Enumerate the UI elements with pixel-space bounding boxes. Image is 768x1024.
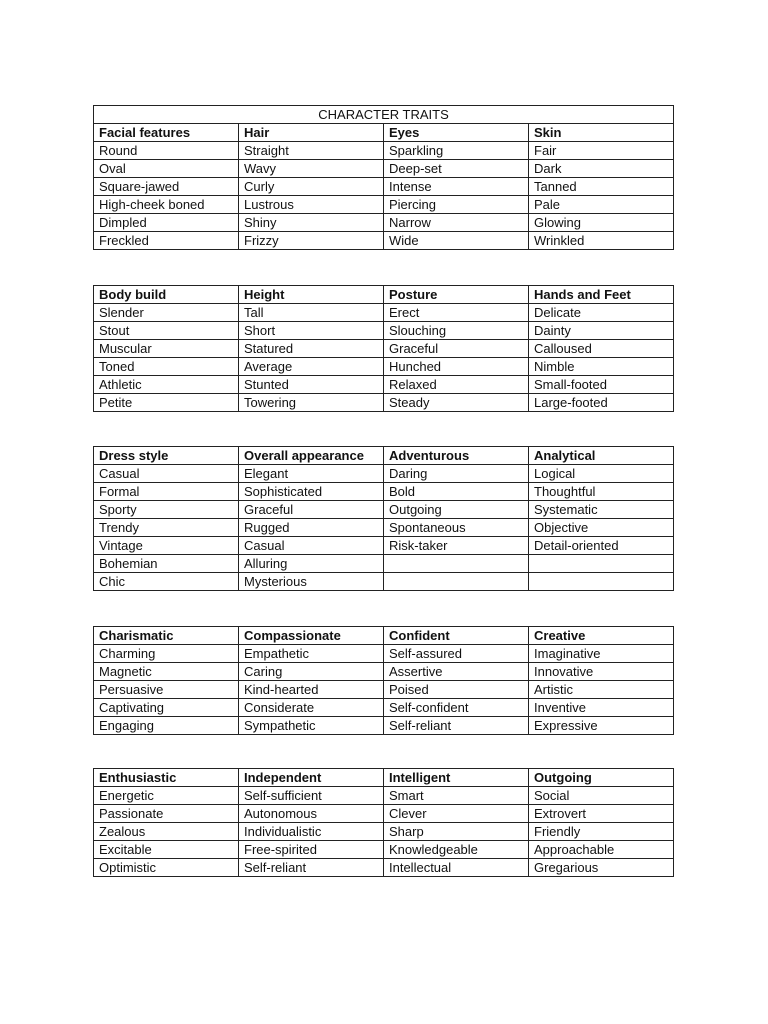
- table-row: [94, 537, 674, 555]
- traits-table-2: [93, 285, 674, 412]
- table-row: [94, 178, 674, 196]
- table-cell: Artistic: [529, 681, 674, 699]
- traits-table-3: [93, 446, 674, 591]
- column-header: Dress style: [94, 447, 239, 465]
- column-header: Skin: [529, 124, 674, 142]
- table-cell: Pale: [529, 196, 674, 214]
- table-row: [94, 663, 674, 681]
- table-cell: Considerate: [239, 699, 384, 717]
- table-header-row: [94, 627, 674, 645]
- table-cell: Nimble: [529, 358, 674, 376]
- table-cell: Magnetic: [94, 663, 239, 681]
- column-header: Hands and Feet: [529, 286, 674, 304]
- table-row: [94, 483, 674, 501]
- table-cell: Autonomous: [239, 805, 384, 823]
- column-header: Eyes: [384, 124, 529, 142]
- table-cell: Towering: [239, 394, 384, 412]
- column-header: Independent: [239, 769, 384, 787]
- table-row: [94, 859, 674, 877]
- table-cell: Intense: [384, 178, 529, 196]
- table-cell: Self-assured: [384, 645, 529, 663]
- table-row: [94, 358, 674, 376]
- table-cell: Outgoing: [384, 501, 529, 519]
- table-cell: Oval: [94, 160, 239, 178]
- table-cell: Optimistic: [94, 859, 239, 877]
- table-cell: Self-reliant: [239, 859, 384, 877]
- table-header-row: [94, 286, 674, 304]
- table-cell: Assertive: [384, 663, 529, 681]
- table-cell: Tanned: [529, 178, 674, 196]
- table-cell: Thoughtful: [529, 483, 674, 501]
- table-cell: Smart: [384, 787, 529, 805]
- table-row: [94, 160, 674, 178]
- table-cell: Extrovert: [529, 805, 674, 823]
- table-cell: Curly: [239, 178, 384, 196]
- table-cell: Short: [239, 322, 384, 340]
- table-cell: Casual: [239, 537, 384, 555]
- table-cell: Dimpled: [94, 214, 239, 232]
- table-cell: High-cheek boned: [94, 196, 239, 214]
- document-title: CHARACTER TRAITS: [94, 106, 674, 124]
- table-cell: Calloused: [529, 340, 674, 358]
- table-cell: Glowing: [529, 214, 674, 232]
- table-cell: Frizzy: [239, 232, 384, 250]
- table-cell: Captivating: [94, 699, 239, 717]
- table-cell: Innovative: [529, 663, 674, 681]
- table-cell: Energetic: [94, 787, 239, 805]
- table-cell: Graceful: [239, 501, 384, 519]
- column-header: Hair: [239, 124, 384, 142]
- table-cell: Deep-set: [384, 160, 529, 178]
- traits-table-1: [93, 105, 674, 250]
- table-cell: Individualistic: [239, 823, 384, 841]
- table-cell: Wavy: [239, 160, 384, 178]
- table-cell: Spontaneous: [384, 519, 529, 537]
- table-cell: Steady: [384, 394, 529, 412]
- table-header-row: [94, 769, 674, 787]
- table-cell: Bold: [384, 483, 529, 501]
- table-row: [94, 519, 674, 537]
- column-header: Adventurous: [384, 447, 529, 465]
- table-cell: Daring: [384, 465, 529, 483]
- table-row: [94, 376, 674, 394]
- column-header: Facial features: [94, 124, 239, 142]
- column-header: Creative: [529, 627, 674, 645]
- table-cell: Approachable: [529, 841, 674, 859]
- table-cell: Wide: [384, 232, 529, 250]
- table-cell: Piercing: [384, 196, 529, 214]
- column-header: Compassionate: [239, 627, 384, 645]
- table-row: [94, 555, 674, 573]
- column-header: Intelligent: [384, 769, 529, 787]
- table-cell: Small-footed: [529, 376, 674, 394]
- table-cell: Sophisticated: [239, 483, 384, 501]
- table-cell: Straight: [239, 142, 384, 160]
- table-row: [94, 304, 674, 322]
- table-cell: Charming: [94, 645, 239, 663]
- table-cell: Knowledgeable: [384, 841, 529, 859]
- table-cell: Tall: [239, 304, 384, 322]
- table-cell: Gregarious: [529, 859, 674, 877]
- table-cell: [529, 573, 674, 591]
- table-row: [94, 805, 674, 823]
- table-cell: Average: [239, 358, 384, 376]
- table-cell: Shiny: [239, 214, 384, 232]
- table-cell: [384, 555, 529, 573]
- table-cell: Sympathetic: [239, 717, 384, 735]
- table-row: [94, 645, 674, 663]
- table-row: [94, 573, 674, 591]
- table-header-row: [94, 447, 674, 465]
- table-cell: Systematic: [529, 501, 674, 519]
- table-cell: Clever: [384, 805, 529, 823]
- table-cell: Passionate: [94, 805, 239, 823]
- table-cell: Slender: [94, 304, 239, 322]
- column-header: Confident: [384, 627, 529, 645]
- table-row: [94, 823, 674, 841]
- table-cell: Graceful: [384, 340, 529, 358]
- table-row: [94, 681, 674, 699]
- table-cell: Statured: [239, 340, 384, 358]
- table-cell: Sparkling: [384, 142, 529, 160]
- column-header: Analytical: [529, 447, 674, 465]
- table-cell: Intellectual: [384, 859, 529, 877]
- table-cell: Imaginative: [529, 645, 674, 663]
- table-cell: Casual: [94, 465, 239, 483]
- table-cell: Round: [94, 142, 239, 160]
- table-cell: Erect: [384, 304, 529, 322]
- table-cell: Trendy: [94, 519, 239, 537]
- table-cell: Engaging: [94, 717, 239, 735]
- traits-table-4: [93, 626, 674, 735]
- table-cell: Formal: [94, 483, 239, 501]
- table-cell: Excitable: [94, 841, 239, 859]
- table-row: [94, 214, 674, 232]
- table-cell: Zealous: [94, 823, 239, 841]
- table-cell: Risk-taker: [384, 537, 529, 555]
- table-cell: Poised: [384, 681, 529, 699]
- table-cell: Expressive: [529, 717, 674, 735]
- table-cell: Kind-hearted: [239, 681, 384, 699]
- table-cell: Slouching: [384, 322, 529, 340]
- table-cell: Toned: [94, 358, 239, 376]
- table-cell: Stout: [94, 322, 239, 340]
- table-cell: Logical: [529, 465, 674, 483]
- table-row: [94, 394, 674, 412]
- column-header: Body build: [94, 286, 239, 304]
- table-cell: Fair: [529, 142, 674, 160]
- table-cell: Rugged: [239, 519, 384, 537]
- table-cell: Delicate: [529, 304, 674, 322]
- table-cell: Free-spirited: [239, 841, 384, 859]
- table-cell: Chic: [94, 573, 239, 591]
- table-cell: Lustrous: [239, 196, 384, 214]
- table-cell: Self-confident: [384, 699, 529, 717]
- table-cell: Freckled: [94, 232, 239, 250]
- column-header: Height: [239, 286, 384, 304]
- table-cell: Large-footed: [529, 394, 674, 412]
- table-cell: Inventive: [529, 699, 674, 717]
- table-row: [94, 787, 674, 805]
- column-header: Enthusiastic: [94, 769, 239, 787]
- table-cell: Bohemian: [94, 555, 239, 573]
- table-cell: Dark: [529, 160, 674, 178]
- table-cell: Muscular: [94, 340, 239, 358]
- table-cell: Sporty: [94, 501, 239, 519]
- table-cell: Elegant: [239, 465, 384, 483]
- table-row: [94, 717, 674, 735]
- table-row: [94, 340, 674, 358]
- table-row: [94, 232, 674, 250]
- table-cell: Objective: [529, 519, 674, 537]
- table-row: [94, 142, 674, 160]
- table-cell: Persuasive: [94, 681, 239, 699]
- table-cell: [529, 555, 674, 573]
- table-cell: Social: [529, 787, 674, 805]
- column-header: Outgoing: [529, 769, 674, 787]
- table-cell: Mysterious: [239, 573, 384, 591]
- table-cell: Vintage: [94, 537, 239, 555]
- table-cell: Dainty: [529, 322, 674, 340]
- column-header: Overall appearance: [239, 447, 384, 465]
- table-row: [94, 465, 674, 483]
- table-row: [94, 501, 674, 519]
- table-row: [94, 699, 674, 717]
- table-header-row: [94, 124, 674, 142]
- table-cell: Alluring: [239, 555, 384, 573]
- table-cell: Empathetic: [239, 645, 384, 663]
- table-cell: Detail-oriented: [529, 537, 674, 555]
- table-cell: [384, 573, 529, 591]
- column-header: Posture: [384, 286, 529, 304]
- table-cell: Hunched: [384, 358, 529, 376]
- table-cell: Petite: [94, 394, 239, 412]
- table-row: [94, 196, 674, 214]
- table-cell: Self-reliant: [384, 717, 529, 735]
- table-cell: Narrow: [384, 214, 529, 232]
- table-row: [94, 841, 674, 859]
- table-cell: Caring: [239, 663, 384, 681]
- traits-table-5: [93, 768, 674, 877]
- table-cell: Self-sufficient: [239, 787, 384, 805]
- table-cell: Athletic: [94, 376, 239, 394]
- table-cell: Stunted: [239, 376, 384, 394]
- table-cell: Wrinkled: [529, 232, 674, 250]
- table-cell: Sharp: [384, 823, 529, 841]
- table-cell: Friendly: [529, 823, 674, 841]
- table-cell: Relaxed: [384, 376, 529, 394]
- column-header: Charismatic: [94, 627, 239, 645]
- table-cell: Square-jawed: [94, 178, 239, 196]
- table-row: [94, 322, 674, 340]
